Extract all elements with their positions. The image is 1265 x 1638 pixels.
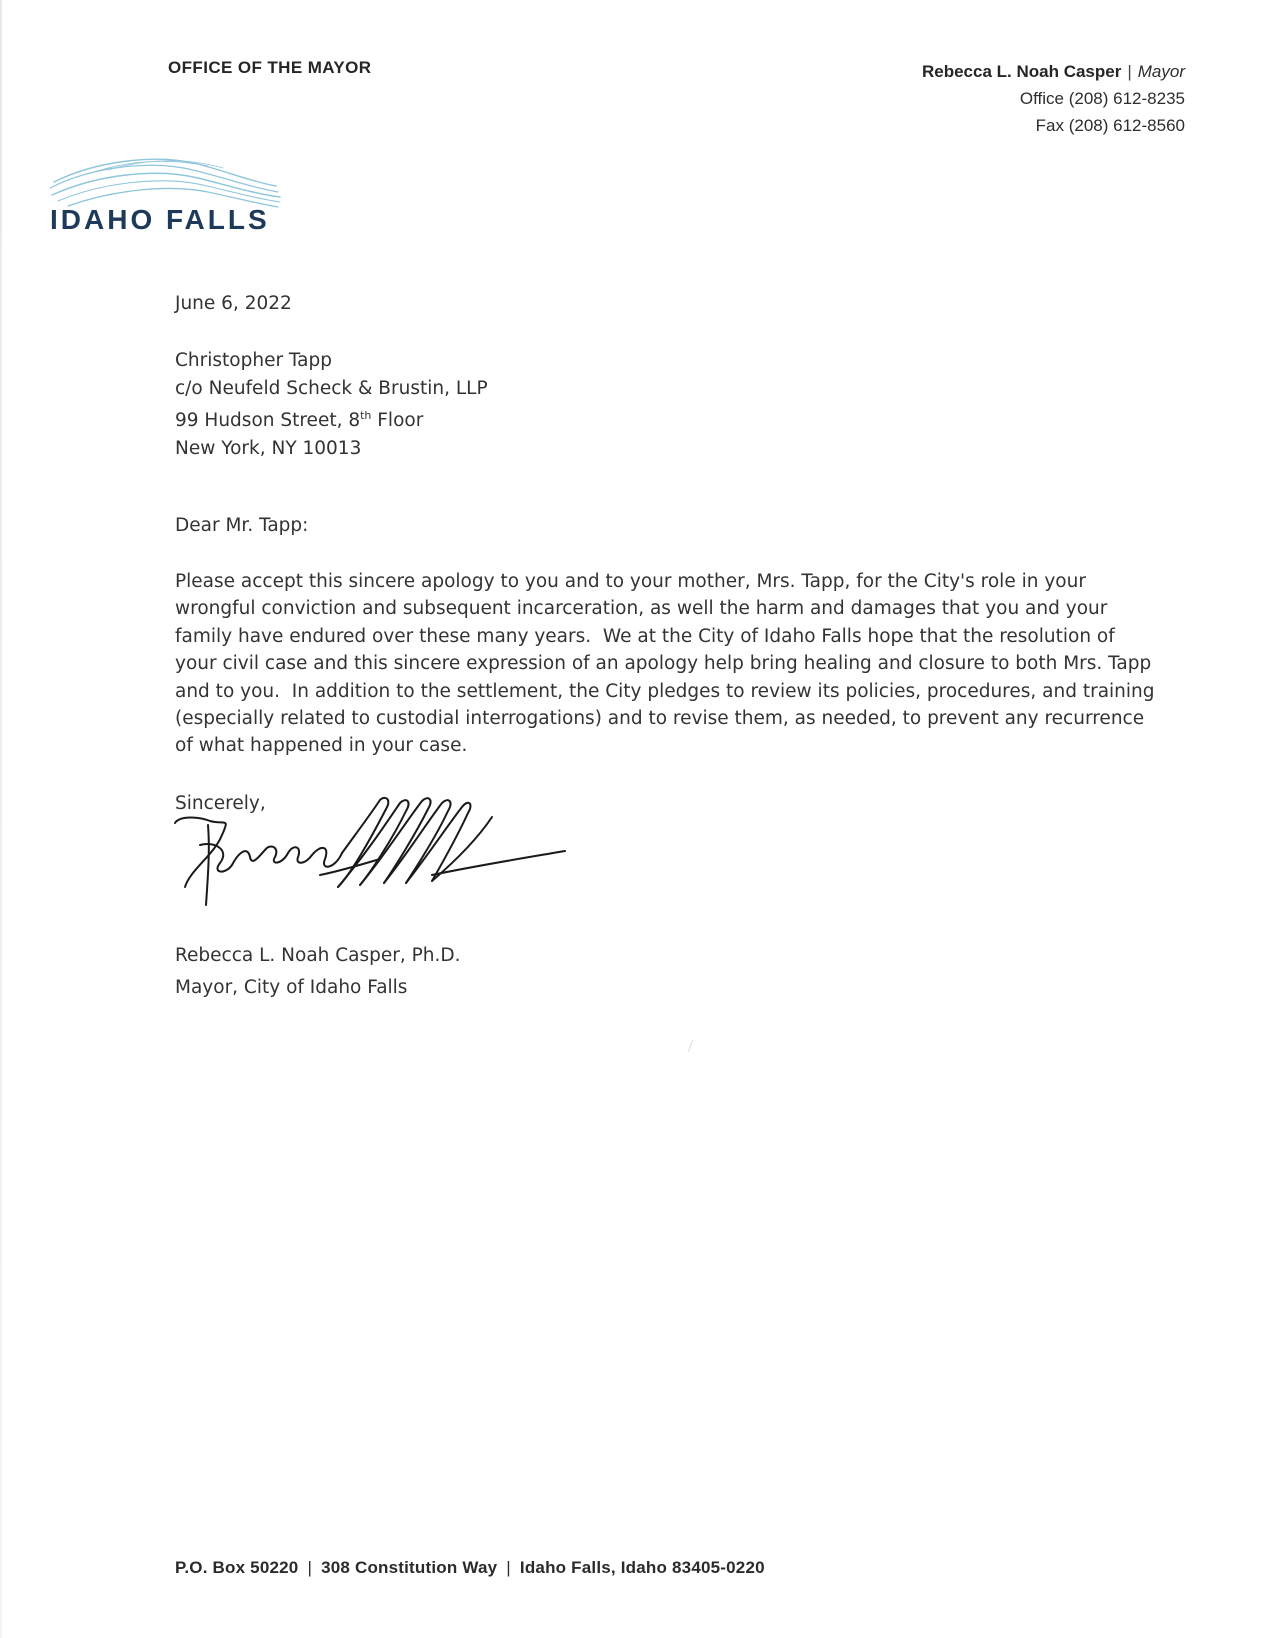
footer-separator-2: | <box>506 1558 511 1577</box>
scan-speck <box>688 1040 693 1052</box>
recipient-name: Christopher Tapp <box>175 350 332 371</box>
fax-number: Fax (208) 612-8560 <box>1035 116 1185 135</box>
mayor-separator: | <box>1127 62 1132 81</box>
recipient-street <box>175 402 1165 435</box>
office-phone: Office (208) 612-8235 <box>1019 89 1185 108</box>
mayor-contact-block <box>922 58 1185 139</box>
signer-name: Rebecca L. Noah Casper, Ph.D. <box>175 945 461 966</box>
footer-po-box: P.O. Box 50220 <box>175 1558 299 1577</box>
salutation: Dear Mr. Tapp: <box>175 515 309 536</box>
footer-address <box>175 1558 765 1578</box>
scan-edge <box>0 0 2 1638</box>
footer-city: Idaho Falls, Idaho 83405-0220 <box>519 1558 765 1577</box>
street-superscript: th <box>360 409 372 422</box>
recipient-city-line: New York, NY 10013 <box>175 437 362 459</box>
office-label: OFFICE OF THE MAYOR <box>168 58 372 77</box>
recipient-address <box>175 347 1165 462</box>
mayor-name: Rebecca L. Noah Casper <box>921 62 1122 81</box>
signer-title: Mayor, City of Idaho Falls <box>175 977 408 998</box>
street-suffix: Floor <box>371 410 424 432</box>
recipient-care-of: c/o Neufeld Scheck & Brustin, LLP <box>175 377 488 399</box>
logo-text: IDAHO FALLS <box>50 204 270 235</box>
footer-street: 308 Constitution Way <box>321 1558 498 1577</box>
mayor-name-line <box>922 58 1185 85</box>
logo-waves-icon <box>48 152 298 212</box>
footer-separator-1: | <box>307 1558 313 1577</box>
signature-image <box>170 795 590 945</box>
letter-date: June 6, 2022 <box>175 293 292 314</box>
mayor-title: Mayor <box>1137 62 1185 81</box>
street-prefix: 99 Hudson Street, 8 <box>175 410 361 432</box>
letter-body: Please accept this sincere apology to you and to your mother, Mrs. Tapp, for the City's role in your wrongful conviction and subsequent incarceration, as well the harm and damages that you and your family have endured over these many years. We at the City of Idaho Falls hope that the resolution of your civil case and this sincere expression of an apology help bring healing and closure to both Mrs. Tapp and to you. In addition to the settlement, the City pledges to review its policies, procedures, and training (especially related to custodial interrogations) and to revise them, as needed, to prevent any recurrence of what happened in your case. <box>175 571 1161 757</box>
closing: Sincerely, <box>175 793 266 814</box>
idaho-falls-logo <box>48 152 298 242</box>
